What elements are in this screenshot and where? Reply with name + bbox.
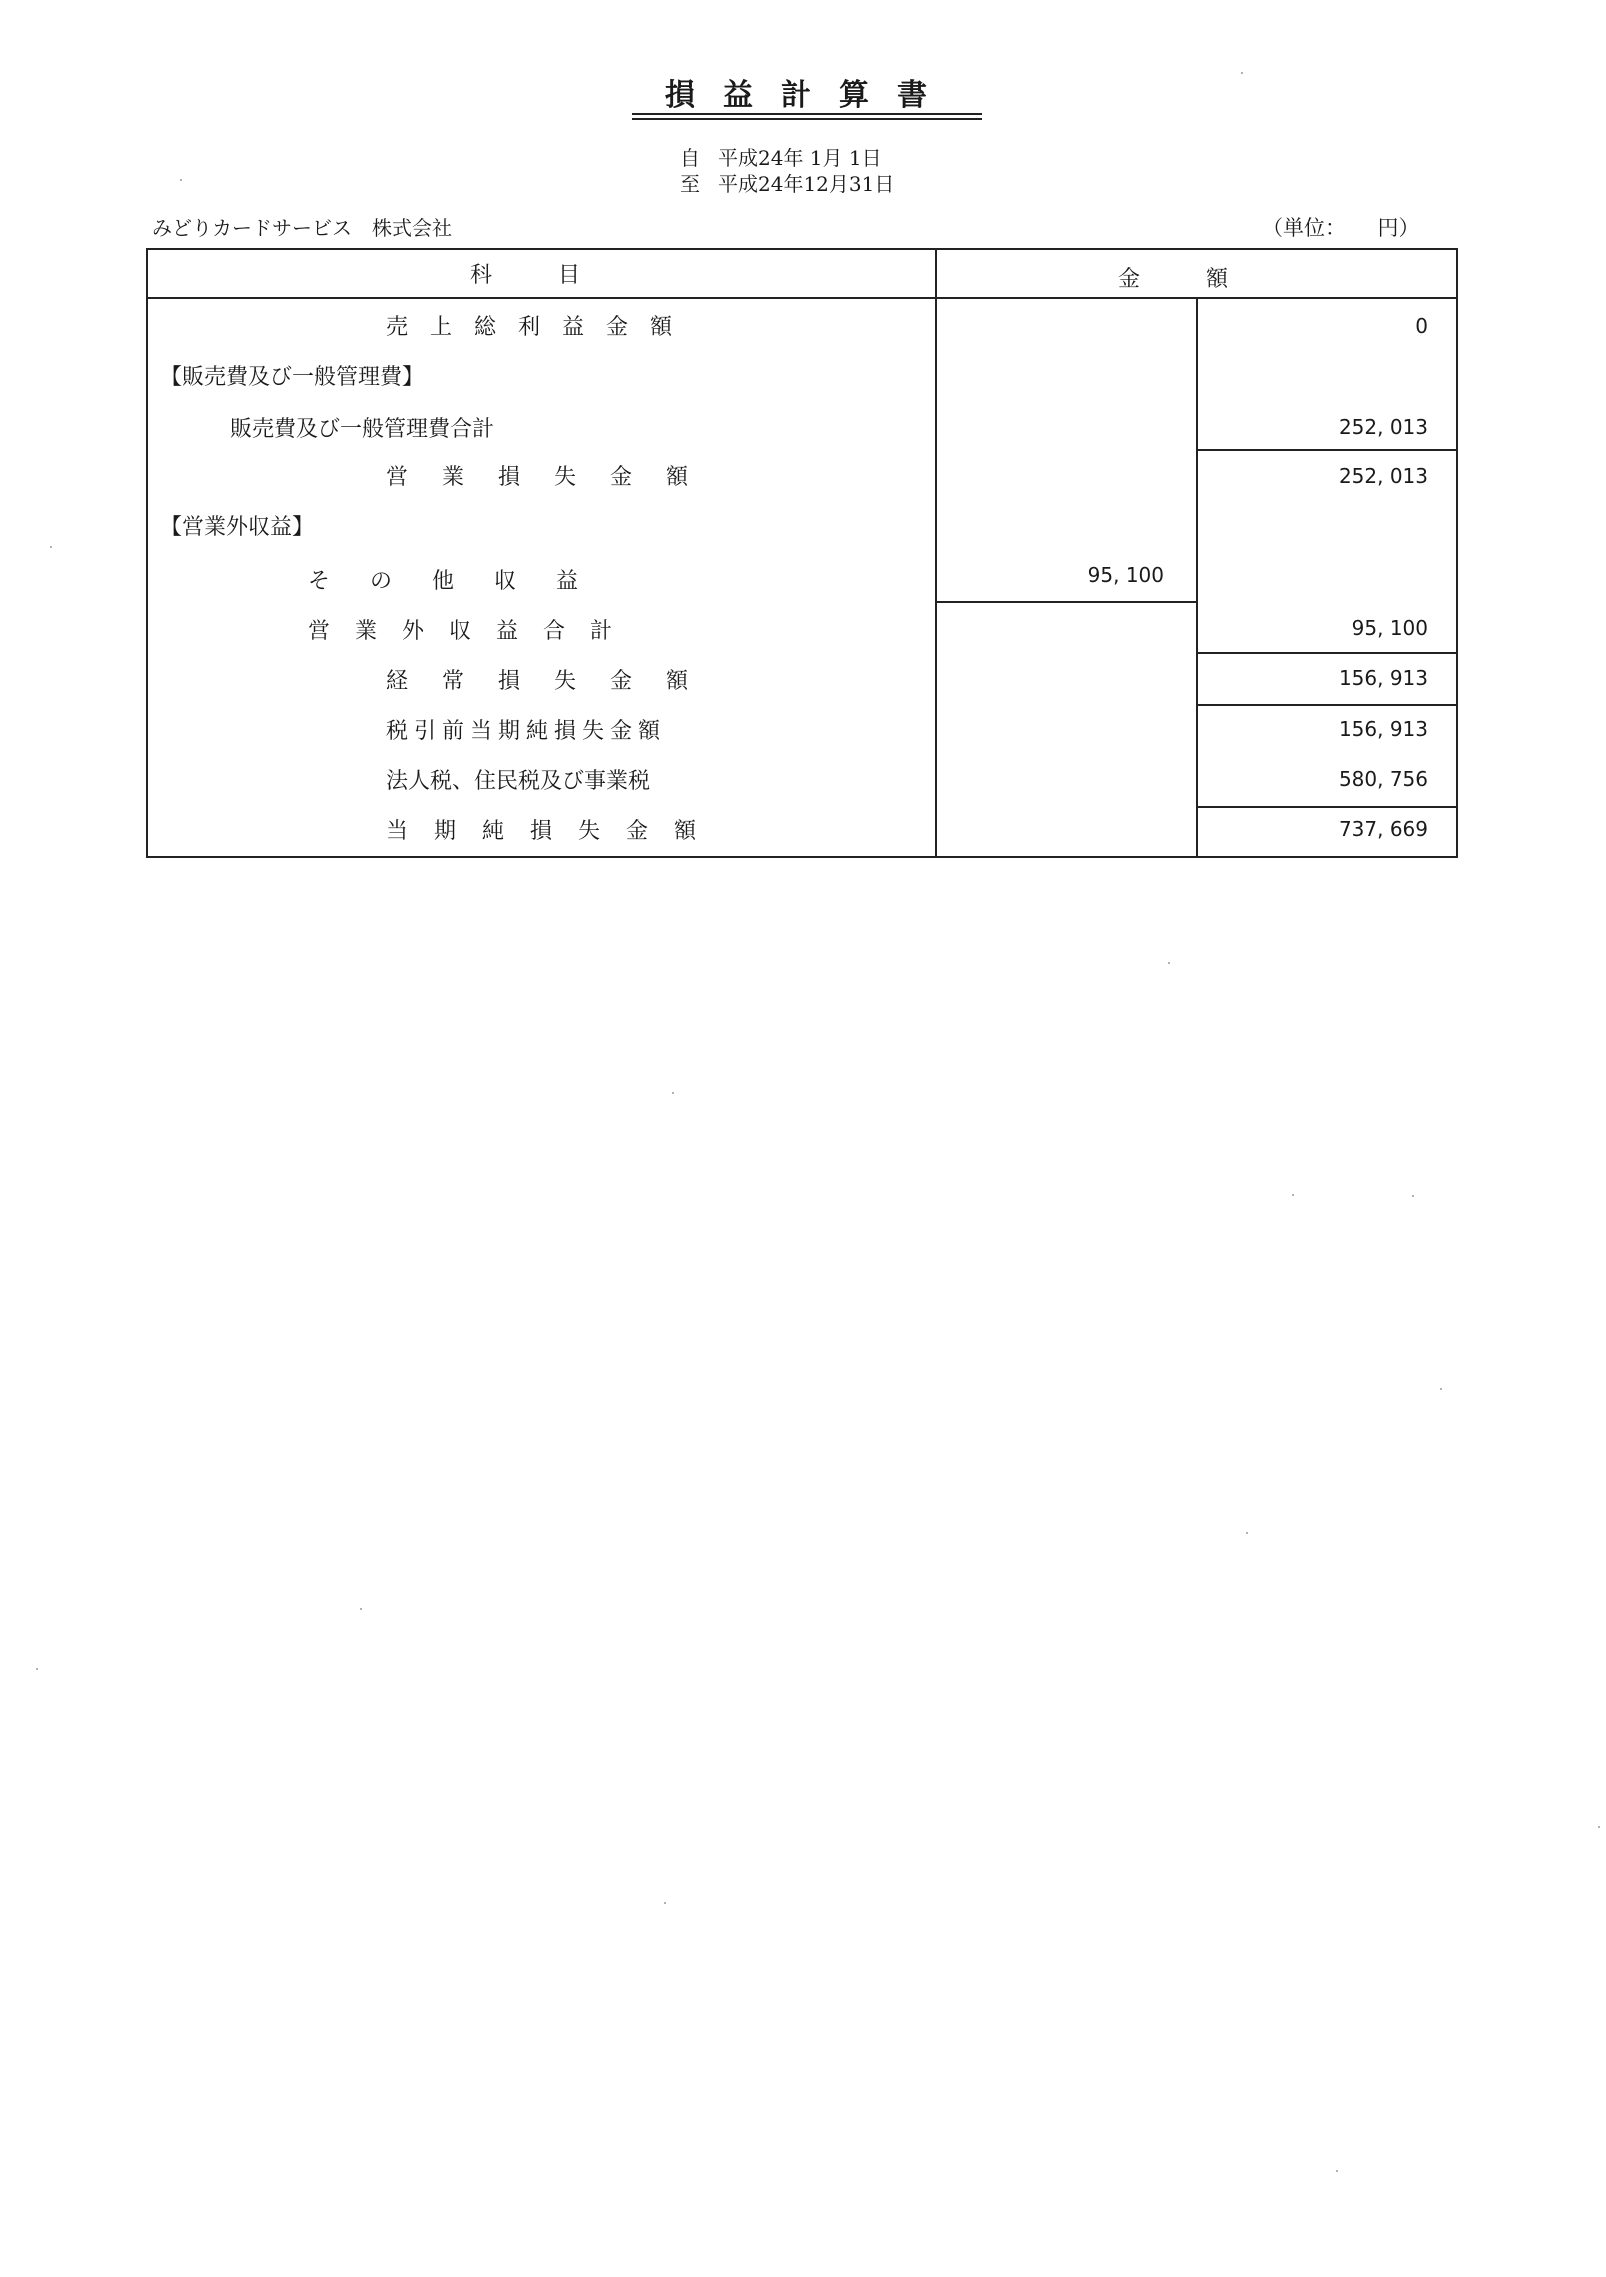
amount-net-loss: 737, 669: [1338, 817, 1428, 841]
rule-after-tax: [1197, 806, 1458, 808]
scan-speck: [1241, 72, 1243, 74]
amount-operating-loss: 252, 013: [1338, 464, 1428, 488]
row-label-nonop-total: 営業外収益合計: [308, 619, 638, 644]
rule-after-sga-total: [1197, 449, 1458, 451]
header-divider: [146, 297, 1458, 299]
header-item: 科 目: [470, 263, 581, 288]
scan-speck: [36, 1668, 38, 1670]
scan-speck: [1440, 1388, 1442, 1390]
row-label-pretax-loss: 税引前当期純損失金額: [386, 719, 667, 744]
title-underline-second: [632, 118, 982, 120]
title-underline: [632, 113, 982, 115]
scan-speck: [664, 1902, 666, 1904]
period-to-label: 至: [680, 172, 700, 196]
period-from-label: 自: [680, 146, 700, 170]
row-label-net-loss: 当期純損失金額: [386, 819, 723, 844]
period-to: [680, 168, 894, 197]
row-label-sga-total: 販売費及び一般管理費合計: [230, 417, 495, 442]
rule-after-nonop-total: [1197, 652, 1458, 654]
item-amount-divider: [935, 248, 937, 858]
amount-gross-profit: 0: [1415, 314, 1428, 338]
scan-speck: [360, 1608, 362, 1610]
header-amount: 金 額: [1118, 267, 1229, 292]
scan-speck: [1246, 1532, 1248, 1534]
row-label-gross-profit: 売上総利益金額: [386, 315, 695, 340]
row-label-income-taxes: 法人税、住民税及び事業税: [386, 769, 651, 794]
scan-speck: [180, 179, 182, 181]
scan-speck: [1598, 1826, 1600, 1828]
company-name: みどりカードサービス 株式会社: [152, 216, 452, 240]
amount-nonop-total: 95, 100: [1351, 616, 1428, 640]
amount-sga-total: 252, 013: [1338, 415, 1428, 439]
row-label-ordinary-loss: 経常損失金額: [386, 669, 723, 694]
row-label-sga-header: 【販売費及び一般管理費】: [160, 365, 425, 390]
rule-after-ordinary-loss: [1197, 704, 1458, 706]
row-label-nonop-header: 【営業外収益】: [160, 515, 315, 540]
amount-column-divider: [1196, 297, 1198, 858]
scan-speck: [672, 1092, 674, 1094]
period-to-date: 平成24年12月31日: [718, 172, 895, 196]
rule-after-other-income: [936, 601, 1197, 603]
period-from-date: 平成24年 1月 1日: [718, 146, 882, 170]
period-from: [680, 142, 882, 171]
scan-speck: [1412, 1195, 1414, 1197]
row-label-other-income: その他収益: [308, 569, 619, 594]
amount-pretax-loss: 156, 913: [1338, 717, 1428, 741]
scan-speck: [50, 546, 52, 548]
scan-speck: [1292, 1194, 1294, 1196]
document-title: 損益計算書: [665, 78, 955, 113]
scan-speck: [1336, 2170, 1338, 2172]
amount-income-taxes: 580, 756: [1338, 767, 1428, 791]
unit-note: （単位： 円）: [1262, 216, 1420, 240]
row-label-operating-loss: 営業損失金額: [386, 465, 723, 490]
amount-ordinary-loss: 156, 913: [1338, 666, 1428, 690]
amount-other-income: 95, 100: [1087, 563, 1164, 587]
scan-speck: [1168, 962, 1170, 964]
